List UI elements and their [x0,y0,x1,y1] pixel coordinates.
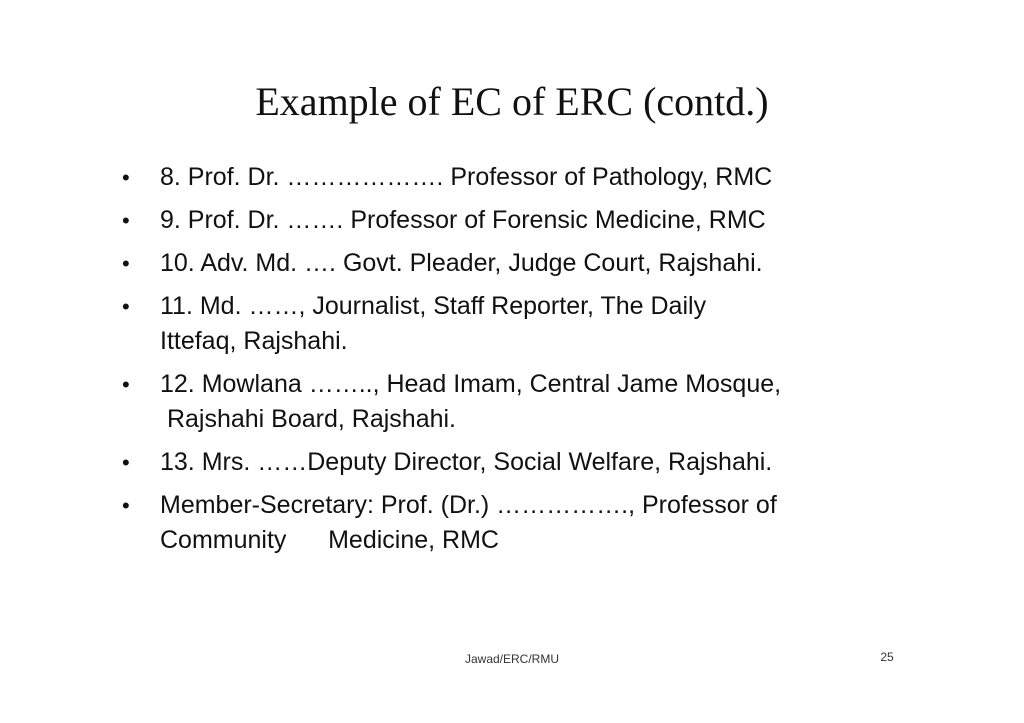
bullet-text: 10. Adv. Md. …. Govt. Pleader, Judge Court, Rajshahi. [160,249,763,277]
bullet-text: Member-Secretary: Prof. (Dr.) ……………., Professor of [160,491,777,519]
bullet-dot: • [122,208,130,233]
bullet-dot: • [122,294,130,319]
bullet-dot: • [122,372,130,397]
bullet-dot: • [122,450,130,475]
bullet-dot: • [122,165,130,190]
bullet-text: 11. Md. ……, Journalist, Staff Reporter, The Daily [160,292,707,320]
bullet-item [118,160,898,195]
bullet-text: 13. Mrs. ……Deputy Director, Social Welfare, Rajshahi. [160,448,773,476]
bullet-text: 12. Mowlana …….., Head Imam, Central Jame Mosque, [160,370,782,398]
bullet-text: Community Medicine, RMC [160,526,499,554]
bullet-dot: • [122,493,130,518]
bullet-item [118,367,898,437]
bullet-item [118,246,898,281]
page-number: 25 [880,650,894,664]
bullet-text: 9. Prof. Dr. ……. Professor of Forensic Medicine, RMC [160,206,766,234]
bullet-text: 8. Prof. Dr. ………………. Professor of Pathology, RMC [160,163,773,191]
bullet-dot: • [122,251,130,276]
slide-title: Example of EC of ERC (contd.) [255,79,769,124]
bullet-item [118,203,898,238]
slide-footer: Jawad/ERC/RMU [464,652,560,666]
bullet-item [118,445,898,480]
bullet-item [118,488,898,558]
bullet-item [118,289,898,359]
bullet-text: Rajshahi Board, Rajshahi. [160,405,456,433]
bullet-list [118,160,898,566]
bullet-text: Ittefaq, Rajshahi. [160,327,348,355]
